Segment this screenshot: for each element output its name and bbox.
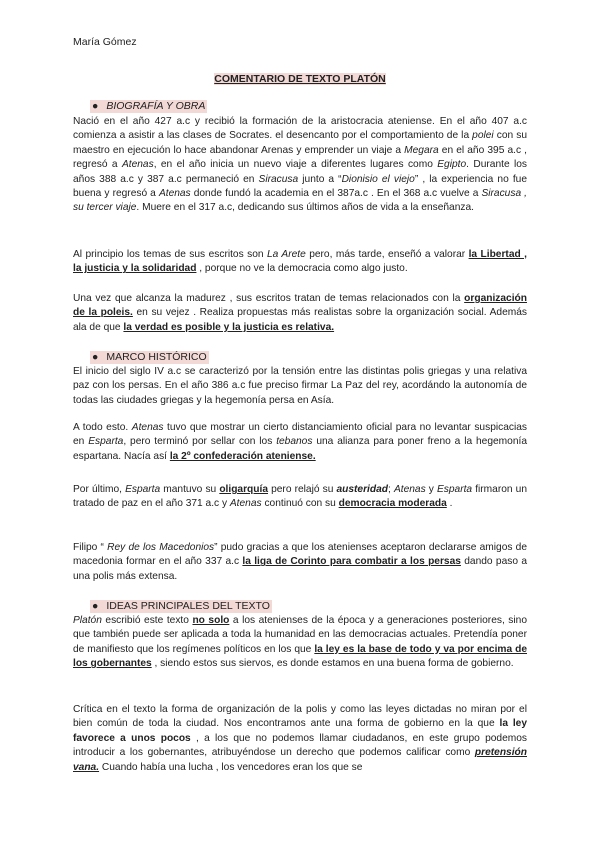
paragraph-filipo: Filipo “ Rey de los Macedonios” pudo gracias a que los atenienses aceptaron declararse amigos de macedonia formar en el año 337 a.c la liga de Corinto para combatir a los persas dando paso a una polis más extensa. [73, 542, 527, 582]
section-label: BIOGRAFÍA Y OBRA [106, 100, 206, 112]
section-label: MARCO HISTÓRICO [106, 351, 207, 363]
author-name: María Gómez [73, 36, 137, 48]
bullet-icon: ● [92, 351, 99, 363]
paragraph-esparta: Por último, Esparta mantuvo su oligarquía pero relajó su austeridad; Atenas y Esparta firmaron un tratado de paz en el año 371 a.c y Atenas continuó con su democracia moderada . [73, 484, 527, 510]
document-title [0, 73, 600, 85]
paragraph-temas: Al principio los temas de sus escritos son La Arete pero, más tarde, enseñó a valorar la Libertad , la justicia y la solidaridad , porque no ve la democracia como algo justo. [73, 249, 527, 275]
section-heading-ideas [90, 600, 272, 613]
section-heading-marco [90, 351, 209, 364]
bullet-icon: ● [92, 100, 99, 112]
title-text: COMENTARIO DE TEXTO PLATÓN [214, 73, 386, 85]
section-heading-biografia [90, 100, 207, 113]
paragraph-atenas: A todo esto. Atenas tuvo que mostrar un cierto distanciamiento oficial para no levantar suspicacias en Esparta, pero terminó por sellar con los tebanos una alianza para poner freno a la hegemonía espartana. Nacía así la 2º confederación ateniense. [73, 422, 527, 462]
paragraph-marco: El inicio del siglo IV a.c se caracterizó por la tensión entre las distintas polis griegas y una relativa paz con los persas. En el año 386 a.c fue preciso firmar La Paz del rey, acordándo la autonomía de todas las ciudades griegas y la hegemonía persa en Asía. [73, 366, 527, 406]
bullet-icon: ● [92, 600, 99, 612]
paragraph-biografia: Nació en el año 427 a.c y recibió la formación de la aristocracia ateniense. En el año 407 a.c comienza a asistir a las clases de Socrates. el desencanto por el comportamiento de la polei con su maestro en ejecución lo hace abandonar Arenas y emprender un viaje a Megara en el año 395 a.c , regresó a Atenas, en el año inicia un nuevo viaje a diferentes lugares como Egipto. Durante los años 388 a.c y 387 a.c permaneció en Siracusa junto a “Dionisio el viejo” , la experiencia no fue buena y regresó a Atenas donde fundó la academia en el 387a.c . En el 368 a.c vuelve a Siracusa , su tercer viaje. Muere en el 317 a.c, dedicando sus últimos años de vida a la enseñanza. [73, 116, 528, 214]
paragraph-madurez: Una vez que alcanza la madurez , sus escritos tratan de temas relacionados con la organización de la poleis. en su vejez . Realiza propuestas más realistas sobre la organización social. Además ala de que la verdad es posible y la justicia es relativa. [73, 293, 527, 333]
paragraph-platon: Platón escribió este texto no solo a los atenienses de la época y a generaciones posteriores, sino que también puede ser aplicada a toda la humanidad en las democracias actuales. Pretendía poner de manifiesto que los regímenes políticos en los que la ley es la base de todo y va por encima de los gobernantes , siendo estos sus siervos, es donde estamos en una buena forma de gobierno. [73, 615, 527, 670]
paragraph-critica: Crítica en el texto la forma de organización de la polis y como las leyes dictadas no miran por el bien común de toda la ciudad. Nos encontramos ante una forma de gobierno en la que la ley favorece a unos pocos , a los que no podemos llamar ciudadanos, en este grupo podemos introducir a los gobernantes, atribuyéndose un derecho que podemos calificar como pretensión vana. Cuando había una lucha , los vencedores eran los que se [73, 704, 527, 773]
section-label: IDEAS PRINCIPALES DEL TEXTO [106, 600, 270, 612]
